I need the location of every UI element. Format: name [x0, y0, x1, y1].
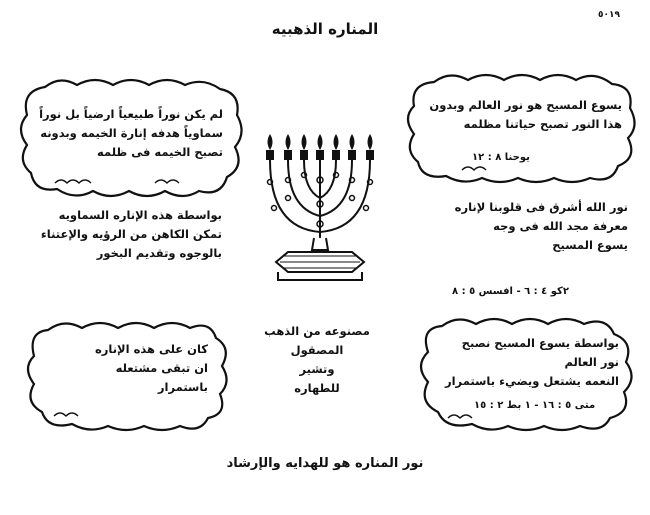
cloud-line: ان تبقى مشتعله [115, 361, 208, 375]
cloud-line: يسوع المسيح هو نور العالم وبدون [429, 98, 622, 112]
top-left-cloud [15, 75, 245, 200]
cloud-line: سماوياً هدفه إنارة الخيمه وبدونه [40, 126, 223, 140]
text-line: مصنوعه من الذهب [264, 324, 370, 338]
flame-icon [266, 134, 374, 160]
menorah-icon [248, 120, 393, 290]
cloud-line: تصبح الخيمه فى ظلمه [97, 145, 223, 159]
bottom-left-cloud [20, 318, 230, 433]
scripture-reference: متى ٥ : ١٦ - ١ بط ٢ : ١٥ [474, 400, 596, 411]
text-line: نور الله أشرق فى قلوبنا لإناره [454, 200, 628, 214]
scripture-reference: يوحنا ٨ : ١٢ [472, 152, 530, 163]
footer-caption: نور المناره هو للهدايه والإرشاد [226, 456, 424, 471]
text-line: وتشير [299, 362, 335, 376]
text-line: يسوع المسيح [552, 238, 628, 252]
text-line: معرفة مجد الله فى وجه [493, 219, 628, 233]
page-title: المناره الذهبيه [271, 20, 379, 38]
cloud-line: النعمه يشتعل ويضيء باستمرار [445, 374, 619, 388]
text-line: بواسطة هذه الإناره السماويه [58, 208, 222, 222]
cloud-line: لم يكن نوراً طبيعياً ارضياً بل نوراً [39, 107, 223, 121]
cloud-line: نور العالم [564, 355, 619, 369]
text-line: تمكن الكاهن من الرؤيه والإعتناء [40, 227, 222, 241]
text-line: بالوجوه وتقديم البخور [96, 246, 222, 260]
right-text-block [455, 198, 628, 255]
page-number: ٥٠١٩ [598, 10, 620, 20]
cloud-line: كان على هذه الإناره [95, 342, 208, 356]
cloud-line: هذا النور تصبح حياتنا مظلمه [463, 117, 622, 131]
cloud-line: بواسطة يسوع المسيح نصبح [461, 336, 619, 350]
bottom-right-cloud [412, 314, 637, 434]
menorah-illustration [248, 120, 393, 290]
scripture-reference: ٢كو ٤ : ٦ - افسس ٥ : ٨ [452, 286, 569, 297]
left-text-block [41, 206, 222, 263]
cloud-line: باستمرار [157, 380, 208, 394]
text-line: المصقول [290, 343, 344, 357]
top-right-cloud [402, 70, 640, 185]
center-text-block [262, 322, 372, 398]
text-line: للطهاره [294, 381, 340, 395]
